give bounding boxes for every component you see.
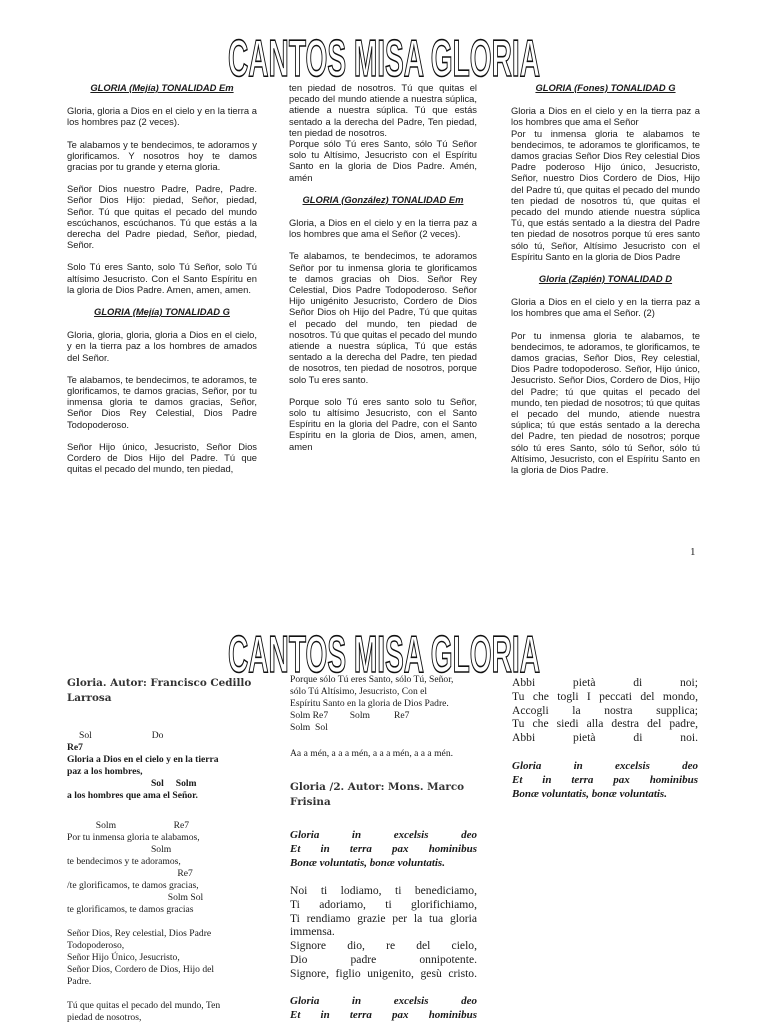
italian-lyric-line: Noi ti lodiamo, ti benediciamo, <box>290 884 477 897</box>
lyric-line: Padre. <box>67 976 92 987</box>
lyric-line: /te glorificamos, te damos gracias, <box>67 880 199 891</box>
paragraph: Te alabamos, te bendecimos, te adoramos Señor por tu inmensa gloria te glorificamos te damos gracias oh Dios. Señor Rey Celestial, Dios Padre Todopoderoso. Señor Hijo unigénito Jesucristo, Cordero de Dios Señor Dios oh Hijo del Padre, Tú que quitas el pecado del mundo, ten piedad de nosotros. Tú que quitas el pecado del mundo atiende a nuestra súplica, Tú que estás sentado a la derecha del Padre, ten piedad de nosotros, ten piedad de nosotros, porque solo Tu eres santo. <box>289 250 477 385</box>
lyric-line: Por tu inmensa gloria te alabamos, <box>67 832 200 843</box>
lyric-line: Señor Dios, Rey celestial, Dios Padre <box>67 928 212 939</box>
banner-title <box>0 20 768 84</box>
italian-lyric-line: Tu che togli I peccati del mondo, <box>512 689 698 703</box>
paragraph: ten piedad de nosotros. Tú que quitas el pecado del mundo atiende a nuestra súplica, atiende a nuestra súplica. Tú que estás sentado a la derecha del Padre, Ten piedad, ten piedad de nosotros. <box>289 82 477 138</box>
page2-column-2 <box>290 674 477 1022</box>
lyric-line: a los hombres que ama el Señor. <box>67 790 198 801</box>
paragraph: Señor Dios nuestro Padre, Padre, Padre. Señor Dios Hijo: piedad, Señor, piedad, Señor. Tú que quitas el pecado del mundo escúchanos, escúchanos. Tú que estás a la derecha del Padre piedad, Señor, piedad, Señor. <box>67 183 257 251</box>
lyric-line: te bendecimos y te adoramos, <box>67 856 181 867</box>
paragraph: Solo Tú eres Santo, solo Tú Señor, solo Tú altísimo Jesucristo. Con el Santo Espíritu en la gloria de Dios Padre. Amen, amen, amen. <box>67 261 257 295</box>
lyric-line: sólo Tú Altísimo, Jesucristo, Con el <box>290 686 428 697</box>
banner-title-graphic <box>224 616 544 680</box>
document-page-2 <box>0 590 768 1024</box>
lyric-line: te glorificamos, te damos gracias <box>67 904 194 915</box>
latin-refrain-line: Bonæ voluntatis, bonæ voluntatis. <box>512 787 667 800</box>
paragraph: Gloria a Dios en el cielo y en la tierra paz a los hombres que ama el Señor. (2) <box>511 296 700 319</box>
chord-line: Solm Sol <box>67 892 204 903</box>
latin-refrain-line: Et in terra pax hominibus <box>290 843 477 855</box>
italian-lyric-line: Signore, figlio unigenito, gesù cristo. <box>290 966 477 980</box>
chord-line: Sol Solm <box>67 778 197 789</box>
latin-refrain-line: Gloria in excelsis deo <box>512 759 698 772</box>
banner-title-text: CANTOS MISA GLORIA <box>228 30 540 84</box>
song-author: Gloria. Autor: Francisco Cedillo <box>67 677 252 689</box>
section-heading: GLORIA (Mejía) TONALIDAD Em <box>90 82 234 93</box>
lyric-line: Todopoderoso, <box>67 940 125 951</box>
chord-line: Re7 <box>67 742 83 753</box>
paragraph: Por tu inmensa gloria te alabamos te bendecimos, te adoramos te glorificamos, te damos gracias Señor Dios Rey celestial Dios Padre poderoso Hijo único, Jesucristo, Señor, nuestro Dios Cordero de Dios, Hijo del Padre tú, que quitas el pecado del mundo ten piedad de nosotros tú, que quitas el pecado del mundo atiende nuestra súplica Tú, que estás sentado a la diestra del Padre ten piedad de nosotros porque tú eres santo sólo tú, Señor, Altísimo Jesucristo con el Espíritu Santo en la gloria de Dios Padre <box>511 127 700 262</box>
italian-lyric-line: immensa. <box>290 925 335 939</box>
lyric-line: Señor Dios, Cordero de Dios, Hijo del <box>67 964 215 975</box>
lyric-line: Aa a mén, a a a mén, a a a mén, a a a mén. <box>290 748 454 759</box>
italian-lyric-line: Abbi pietà di noi; <box>512 676 698 689</box>
banner-title-graphic <box>224 20 544 84</box>
paragraph: Gloria, a Dios en el cielo y en la tierra paz a los hombres que ama el Señor (2 veces). <box>289 217 477 240</box>
section-heading: Gloria (Zapién) TONALIDAD D <box>538 273 673 285</box>
paragraph: Gloria a Dios en el cielo y en la tierra paz a los hombres que ama el Señor <box>511 105 700 128</box>
latin-refrain-line: Et in terra pax hominibus <box>512 773 698 786</box>
chord-line: Solm Sol <box>290 722 328 733</box>
chord-line: Solm <box>67 844 172 855</box>
paragraph: Te alabamos, te bendecimos, te adoramos, te glorificamos, te damos gracias, Señor, por tu inmensa gloria te damos gracias, Señor, Señor Dios Rey Celestial, Dios Padre Todopoderoso. <box>67 373 257 430</box>
song-author: Frisina <box>290 796 331 808</box>
song-author: Gloria /2. Autor: Mons. Marco <box>290 781 465 793</box>
lyric-line: Espíritu Santo en la gloria de Dios Padre. <box>290 698 449 709</box>
page1-column-2 <box>289 82 477 452</box>
page2-column-1 <box>67 676 267 1024</box>
chord-line: Solm Re7 Solm Re7 <box>290 710 410 721</box>
latin-refrain-line: Gloria in excelsis deo <box>290 994 477 1007</box>
italian-lyric-line: Ti adoriamo, ti glorifichiamo, <box>290 897 477 911</box>
page1-column-3 <box>511 82 700 475</box>
section-heading: GLORIA (González) TONALIDAD Em <box>302 193 464 205</box>
italian-lyric-line: Tu che siedi alla destra del padre, <box>512 717 698 731</box>
lyric-line: Señor Hijo Único, Jesucristo, <box>67 952 180 963</box>
banner-title <box>0 616 768 680</box>
italian-lyric-line: Dio padre onnipotente. <box>290 952 477 966</box>
chord-line: Solm Re7 <box>67 820 190 831</box>
italian-lyric-line: Ti rendiamo grazie per la tua gloria <box>290 911 477 925</box>
latin-refrain-line: Et in terra pax hominibus <box>290 1008 477 1021</box>
paragraph: Gloria, gloria a Dios en el cielo y en la tierra a los hombres paz (2 veces). <box>67 105 257 128</box>
paragraph: Porque sólo Tú eres Santo, sólo Tú Señor solo tu Altísimo, Jesucristo con el Espíritu Santo en la gloria de Dios Padre. Amén, amén <box>289 138 477 183</box>
banner-title-text: CANTOS MISA GLORIA <box>228 626 540 680</box>
lyric-line: paz a los hombres, <box>67 766 143 777</box>
lyric-line: Gloria a Dios en el cielo y en la tierra <box>67 754 219 765</box>
section-heading: GLORIA (Mejía) TONALIDAD G <box>94 306 230 318</box>
paragraph: Señor Hijo único, Jesucristo, Señor Dios Cordero de Dios Hijo del Padre. Tú que quitas el pecado del mundo, ten piedad, <box>67 440 257 475</box>
paragraph: Por tu inmensa gloria te alabamos, te bendecimos, te adoramos, te glorificamos, te damos gracias, Señor Dios, Rey celestial, Dios Padre todopoderoso. Señor, Hijo único, Jesucristo. Señor Dios, Cordero de Dios, Hijo del Padre; tú que quitas el pecado del mundo, ten piedad de nosotros; tú que quitas el pecado del mundo, atiende nuestra súplica; tú que estás sentado a la derecha del Padre, ten piedad de nosotros; porque sólo tú eres Santo, sólo tú Señor, sólo tú Altísimo, Jesucristo, con el Espíritu Santo en la gloria de Dios Padre. <box>511 329 700 476</box>
lyric-line: Tú que quitas el pecado del mundo, Ten <box>67 1000 221 1011</box>
paragraph: Gloria, gloria, gloria, gloria a Dios en el cielo, y en la tierra paz a los hombres de amados del Señor. <box>67 329 257 363</box>
italian-lyric-line: Signore dio, re del cielo, <box>290 939 477 953</box>
section-heading: GLORIA (Fones) TONALIDAD G <box>535 82 676 93</box>
lyric-line: Porque sólo Tú eres Santo, sólo Tú, Señor, <box>290 674 454 685</box>
italian-lyric-line: Abbi pietà di noi. <box>512 731 698 745</box>
page2-column-3 <box>512 676 698 801</box>
song-author: Larrosa <box>67 692 112 704</box>
paragraph: Porque solo Tú eres santo solo tu Señor, solo tu altísimo Jesucristo, con el Santo Espíritu en la gloria del Padre, con el Santo Espíritu en la gloria de Dios, amen, amen, amen <box>289 395 477 452</box>
page1-column-1 <box>67 82 257 474</box>
chord-line: Re7 <box>67 868 193 879</box>
chord-line: Sol Do <box>67 730 164 741</box>
page-number: 1 <box>690 546 696 558</box>
italian-lyric-line: Accogli la nostra supplica; <box>512 703 698 717</box>
lyric-line: piedad de nosotros, <box>67 1012 142 1023</box>
paragraph: Te alabamos y te bendecimos, te adoramos y glorificamos. Y nosotros hoy te damos gracias por tu grande y eterna gloria. <box>67 138 257 173</box>
latin-refrain-line: Bonæ voluntatis, bonæ voluntatis. <box>290 857 445 869</box>
latin-refrain-line: Gloria in excelsis deo <box>290 829 477 841</box>
